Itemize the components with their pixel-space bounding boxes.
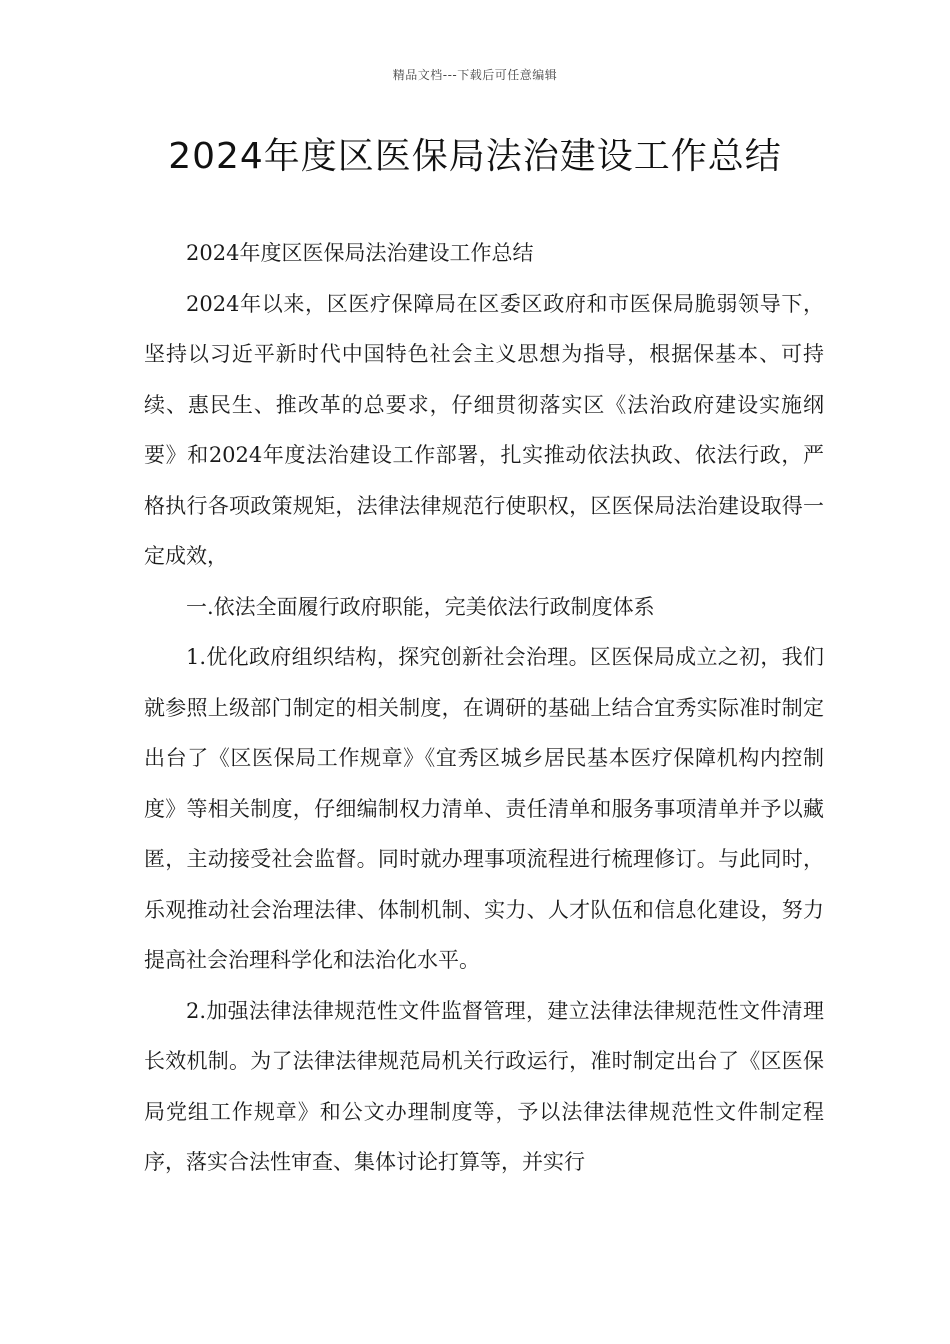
paragraph-subtitle: 2024年度区医保局法治建设工作总结 [186,241,534,265]
page-title: 2024年度区医保局法治建设工作总结 [168,136,782,177]
document-body [144,228,824,1188]
header-note: 精品文档---下载后可任意编辑 [392,68,558,82]
paragraph-item-2: 2.加强法律法律规范性文件监督管理，建立法律法律规范性文件清理长效机制。为了法律法律规范局机关行政运行，准时制定出台了《区医保局党组工作规章》和公文办理制度等，予以法律法律规范性文件制定程序，落实合法性审查、集体讨论打算等，并实行 [144,998,824,1174]
paragraph-section-heading: 一.依法全面履行政府职能，完美依法行政制度体系 [186,594,655,619]
paragraph-intro: 2024年以来，区医疗保障局在区委区政府和市医保局脆弱领导下，坚持以习近平新时代中国特色社会主义思想为指导，根据保基本、可持续、惠民生、推改革的总要求，仔细贯彻落实区《法治政府建设实施纲要》和2024年度法治建设工作部署，扎实推动依法执政、依法行政，严格执行各项政策规矩，法律法律规范行使职权，区医保局法治建设取得一定成效， [144,291,824,568]
paragraph-item-1: 1.优化政府组织结构，探究创新社会治理。区医保局成立之初，我们就参照上级部门制定的相关制度，在调研的基础上结合宜秀实际准时制定出台了《区医保局工作规章》《宜秀区城乡居民基本医疗保障机构内控制度》等相关制度，仔细编制权力清单、责任清单和服务事项清单并予以藏匿，主动接受社会监督。同时就办理事项流程进行梳理修订。与此同时，乐观推动社会治理法律、体制机制、实力、人才队伍和信息化建设，努力提高社会治理科学化和法治化水平。 [144,645,824,972]
